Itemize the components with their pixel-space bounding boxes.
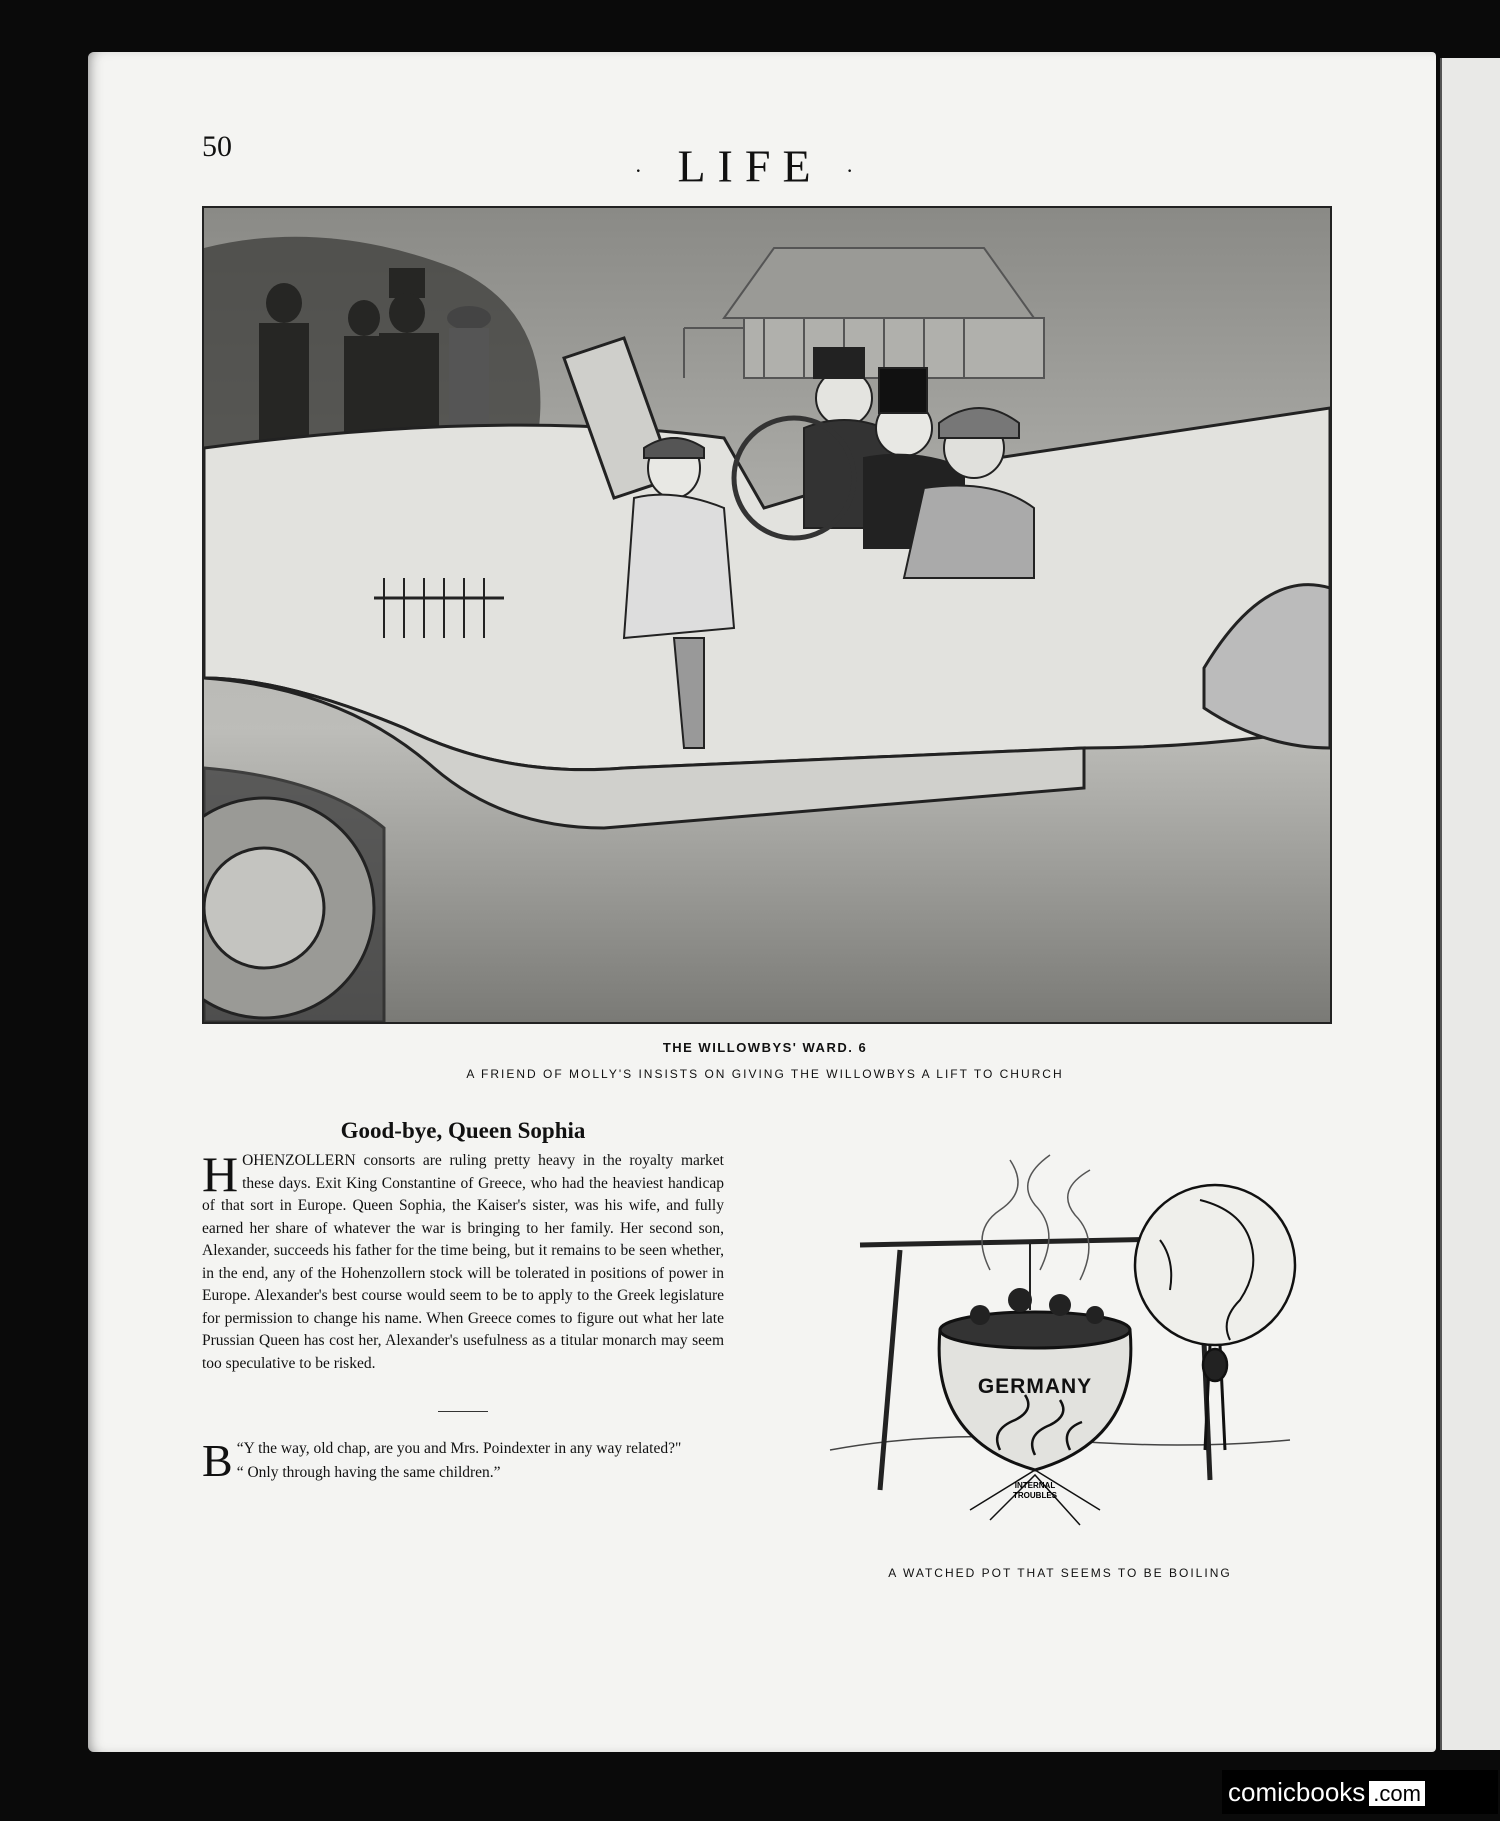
masthead-dot-left: · bbox=[634, 157, 654, 183]
page-number: 50 bbox=[202, 130, 232, 163]
cartoon-caption: A WATCHED POT THAT SEEMS TO BE BOILING bbox=[888, 1566, 1232, 1580]
illustration-caption: A FRIEND OF MOLLY'S INSISTS ON GIVING THE WILLOWBYS A LIFT TO CHURCH bbox=[466, 1067, 1064, 1081]
next-page-edge bbox=[1440, 58, 1500, 1750]
masthead-title: LIFE bbox=[677, 140, 823, 192]
joke bbox=[202, 1435, 724, 1486]
fire-label-1: INTERNAL bbox=[1014, 1481, 1056, 1490]
joke-open-quote: “ bbox=[236, 1440, 244, 1457]
section-divider bbox=[438, 1411, 488, 1412]
pot-cartoon bbox=[820, 1150, 1300, 1550]
article-text: OHENZOLLERN consorts are ruling pretty heavy in the royalty market these days. Exit King Constantine of Greece, who had the heaviest handicap of that sort in Europe. Queen Sophia, the Kaiser's sister, was his wife, and fully earned her share of whatever the war is bringing to her family. Her second son, Alexander, succeeds his father for the time being, but it remains to be seen whether, in the end, any of the Hohenzollern stock will be tolerated in positions of power in Europe. Alexander's best course would seem to be to apply to the Greek legislature for permission to change his name. When Greece comes to figure out what her late Prussian Queen has cost her, Alexander's usefulness as a titular monarch may seem too speculative to be risked. bbox=[202, 1152, 724, 1372]
watermark bbox=[1222, 1770, 1498, 1814]
illustration-title: THE WILLOWBYS' WARD. 6 bbox=[662, 1040, 868, 1055]
article-dropcap: H bbox=[202, 1146, 239, 1202]
joke-dropcap: B bbox=[202, 1435, 233, 1486]
watermark-suffix: .com bbox=[1369, 1781, 1425, 1806]
pot-label: GERMANY bbox=[977, 1375, 1093, 1398]
article bbox=[202, 1118, 724, 1484]
car-illustration-drawing bbox=[204, 208, 1330, 1022]
steam bbox=[982, 1155, 1090, 1280]
watermark-text: comicbooks bbox=[1228, 1777, 1366, 1807]
joke-answer: “ Only through having the same children.” bbox=[236, 1464, 501, 1481]
fire-label-2: TROUBLES bbox=[1013, 1491, 1057, 1500]
pot-cartoon-drawing bbox=[820, 1150, 1300, 1550]
article-title: Good-bye, Queen Sophia bbox=[340, 1118, 586, 1143]
article-body bbox=[202, 1146, 724, 1375]
car-illustration bbox=[202, 206, 1332, 1024]
globe-figure bbox=[1135, 1185, 1295, 1450]
masthead bbox=[600, 140, 900, 193]
joke-question-text: Y the way, old chap, are you and Mrs. Poindexter in any way related?" bbox=[243, 1440, 682, 1457]
masthead-dot-right: · bbox=[846, 157, 866, 183]
